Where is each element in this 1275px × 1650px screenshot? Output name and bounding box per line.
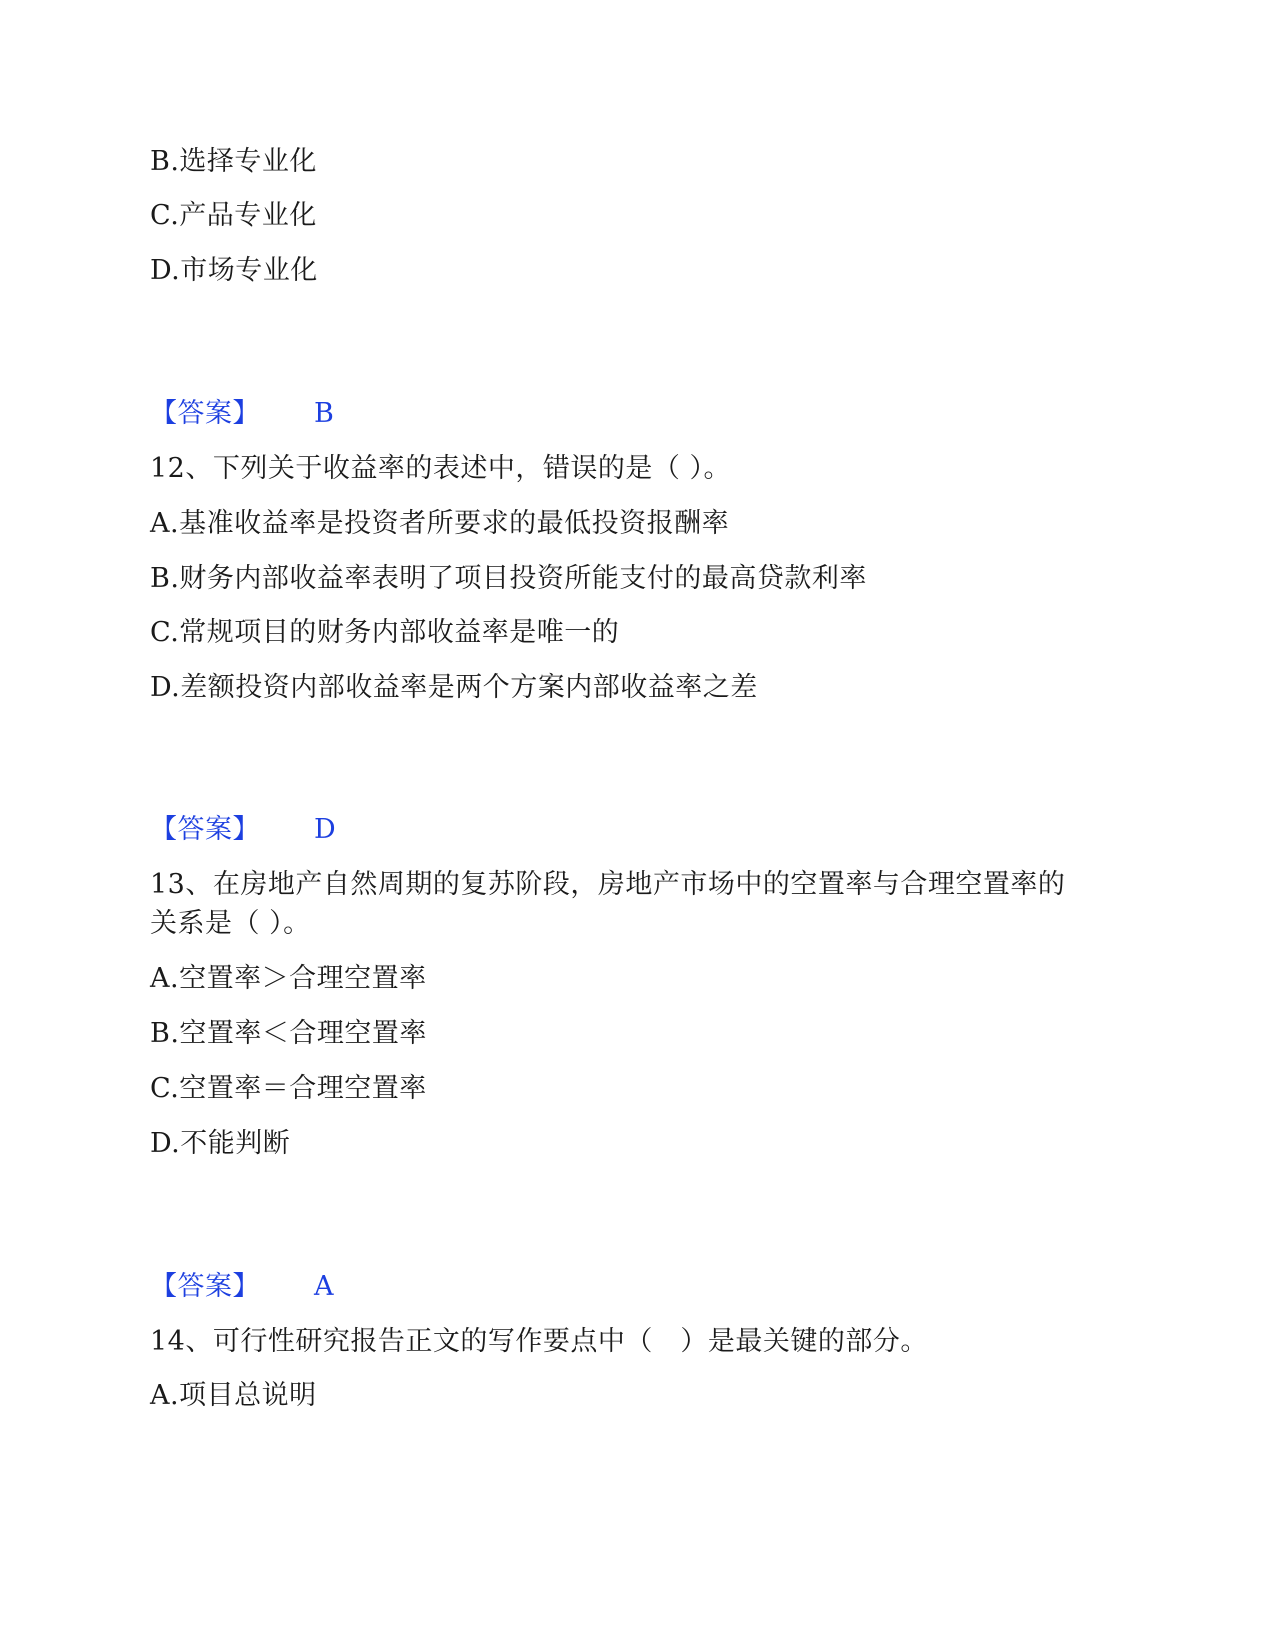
q13-option-c: C.空置率＝合理空置率 [150,1073,427,1104]
q14-option-a: A.项目总说明 [150,1380,317,1411]
q12-option-a: A.基准收益率是投资者所要求的最低投资报酬率 [150,508,730,539]
q12-option-b: B.财务内部收益率表明了项目投资所能支付的最高贷款利率 [150,563,867,594]
q13-stem-line2: 关系是（ ）。 [150,908,311,939]
q11-answer [150,396,334,432]
q11-option-b: B.选择专业化 [150,146,317,177]
q13-answer-label: 【答案】 [150,1271,260,1302]
q13-option-d: D.不能判断 [150,1128,291,1159]
q11-answer-value: B [314,398,335,429]
q12-answer [150,812,336,848]
q12-option-d: D.差额投资内部收益率是两个方案内部收益率之差 [150,672,758,703]
q12-stem: 12、下列关于收益率的表述中，错误的是（ ）。 [150,453,731,484]
q11-option-d: D.市场专业化 [150,255,318,286]
q13-option-a: A.空置率＞合理空置率 [150,963,427,994]
q11-answer-label: 【答案】 [150,398,260,429]
q13-answer-value: A [314,1271,334,1302]
q11-option-c: C.产品专业化 [150,200,317,231]
q13-stem-line1: 13、在房地产自然周期的复苏阶段，房地产市场中的空置率与合理空置率的 [150,869,1066,900]
q12-option-c: C.常规项目的财务内部收益率是唯一的 [150,617,620,648]
q12-answer-label: 【答案】 [150,814,260,845]
q13-answer [150,1269,334,1305]
q14-stem: 14、可行性研究报告正文的写作要点中（ ）是最关键的部分。 [150,1326,928,1357]
q12-answer-value: D [314,814,337,845]
q13-option-b: B.空置率＜合理空置率 [150,1018,427,1049]
